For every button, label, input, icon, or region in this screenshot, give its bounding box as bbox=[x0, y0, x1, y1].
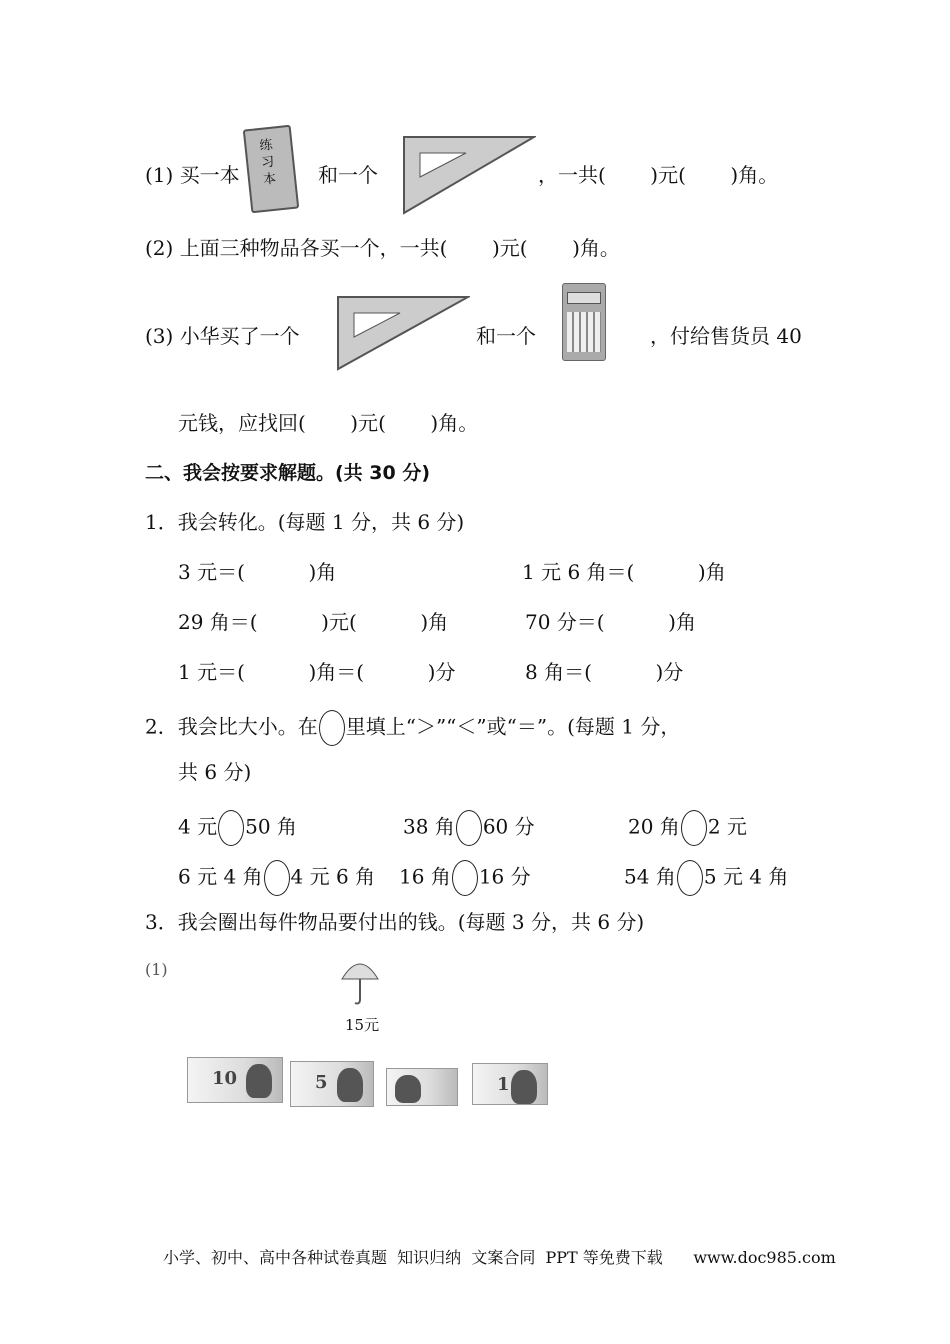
compare-title-b: 里填上“＞”“＜”或“＝”。(每题 1 分， bbox=[345, 714, 681, 739]
triangle-ruler-image bbox=[402, 135, 536, 215]
q3-text-c: ，付给售货员 40 bbox=[650, 324, 802, 348]
worksheet-page: (1) 买一本 练习本 和一个 ，一共( )元( )角。 (2) 上面三种物品各买一个，一共( )元( )角。 (3) 小华买了一个 和一个 ，付给售货员 40 元钱，应找回( )元( )角。 二、我会按要求解题。(共 30 分) 1．我会转化。(每题 1 分，共 6 分) 3 元＝( )角 1 元 6 角＝( )角 29 角＝( )元( )角 70 分＝( )角 1 元＝( )角＝( )分 8 角＝( )分 2．我会比大小。在 里填上“＞”“＜”或“＝”。(每题 1 分， 共 6 分) 4 元 50 角 38 角 60 分 20 角 2 元 6 元 4 角 4 元 6 角 16 角 16 分 54 角 5 元 4 角 3．我会圈出每件物品要付出的钱。(每题 3 分，共 6 分) (1) 15元 10 5 1 小学、初中、高中各种试卷真题 知识归纳 文案合同 PPT 等免费下载 www.doc985.com bbox=[0, 0, 950, 1344]
convert-item: 70 分＝( )角 bbox=[525, 610, 696, 634]
convert-item: 1 元 6 角＝( )角 bbox=[522, 560, 726, 584]
calculator-image bbox=[562, 283, 606, 361]
notebook-label: 练习本 bbox=[258, 137, 277, 188]
footer-text: 小学、初中、高中各种试卷真题 知识归纳 文案合同 PPT 等免费下载 www.doc985.com bbox=[163, 1248, 836, 1267]
banknote-5[interactable]: 5 bbox=[290, 1061, 374, 1107]
q2-text: (2) 上面三种物品各买一个，一共( )元( )角。 bbox=[145, 236, 620, 260]
convert-item: 29 角＝( )元( )角 bbox=[178, 610, 449, 634]
q1-text-b: 和一个 bbox=[318, 163, 378, 187]
circle-icon bbox=[319, 710, 345, 746]
q1-convert-title: 1．我会转化。(每题 1 分，共 6 分) bbox=[145, 510, 465, 534]
q1-text-a: (1) 买一本 bbox=[145, 163, 240, 187]
compare-title-c: 共 6 分) bbox=[178, 760, 252, 784]
triangle-ruler-image bbox=[336, 295, 470, 371]
answer-circle[interactable] bbox=[218, 810, 244, 846]
q3-text-b: 和一个 bbox=[476, 324, 536, 348]
section-title: 二、我会按要求解题。(共 30 分) bbox=[145, 462, 431, 484]
answer-circle[interactable] bbox=[452, 860, 478, 896]
q3-text-d: 元钱，应找回( )元( )角。 bbox=[178, 411, 479, 435]
answer-circle[interactable] bbox=[456, 810, 482, 846]
q3-text-a: (3) 小华买了一个 bbox=[145, 324, 300, 348]
compare-title-a: 2．我会比大小。在 bbox=[145, 714, 318, 739]
banknote-1[interactable]: 1 bbox=[472, 1063, 548, 1105]
umbrella-icon bbox=[340, 955, 380, 1007]
notebook-image bbox=[243, 125, 300, 214]
answer-circle[interactable] bbox=[677, 860, 703, 896]
answer-circle[interactable] bbox=[681, 810, 707, 846]
convert-item: 1 元＝( )角＝( )分 bbox=[178, 660, 456, 684]
q1-text-c: ，一共( )元( )角。 bbox=[538, 163, 779, 187]
sub-question-label: (1) bbox=[145, 960, 168, 979]
answer-circle[interactable] bbox=[264, 860, 290, 896]
banknote-10[interactable]: 10 bbox=[187, 1057, 283, 1103]
convert-item: 8 角＝( )分 bbox=[525, 660, 684, 684]
convert-item: 3 元＝( )角 bbox=[178, 560, 337, 584]
q3-circle-title: 3．我会圈出每件物品要付出的钱。(每题 3 分，共 6 分) bbox=[145, 910, 645, 934]
umbrella-price: 15元 bbox=[345, 1016, 380, 1034]
banknote-jiao[interactable] bbox=[386, 1068, 458, 1106]
